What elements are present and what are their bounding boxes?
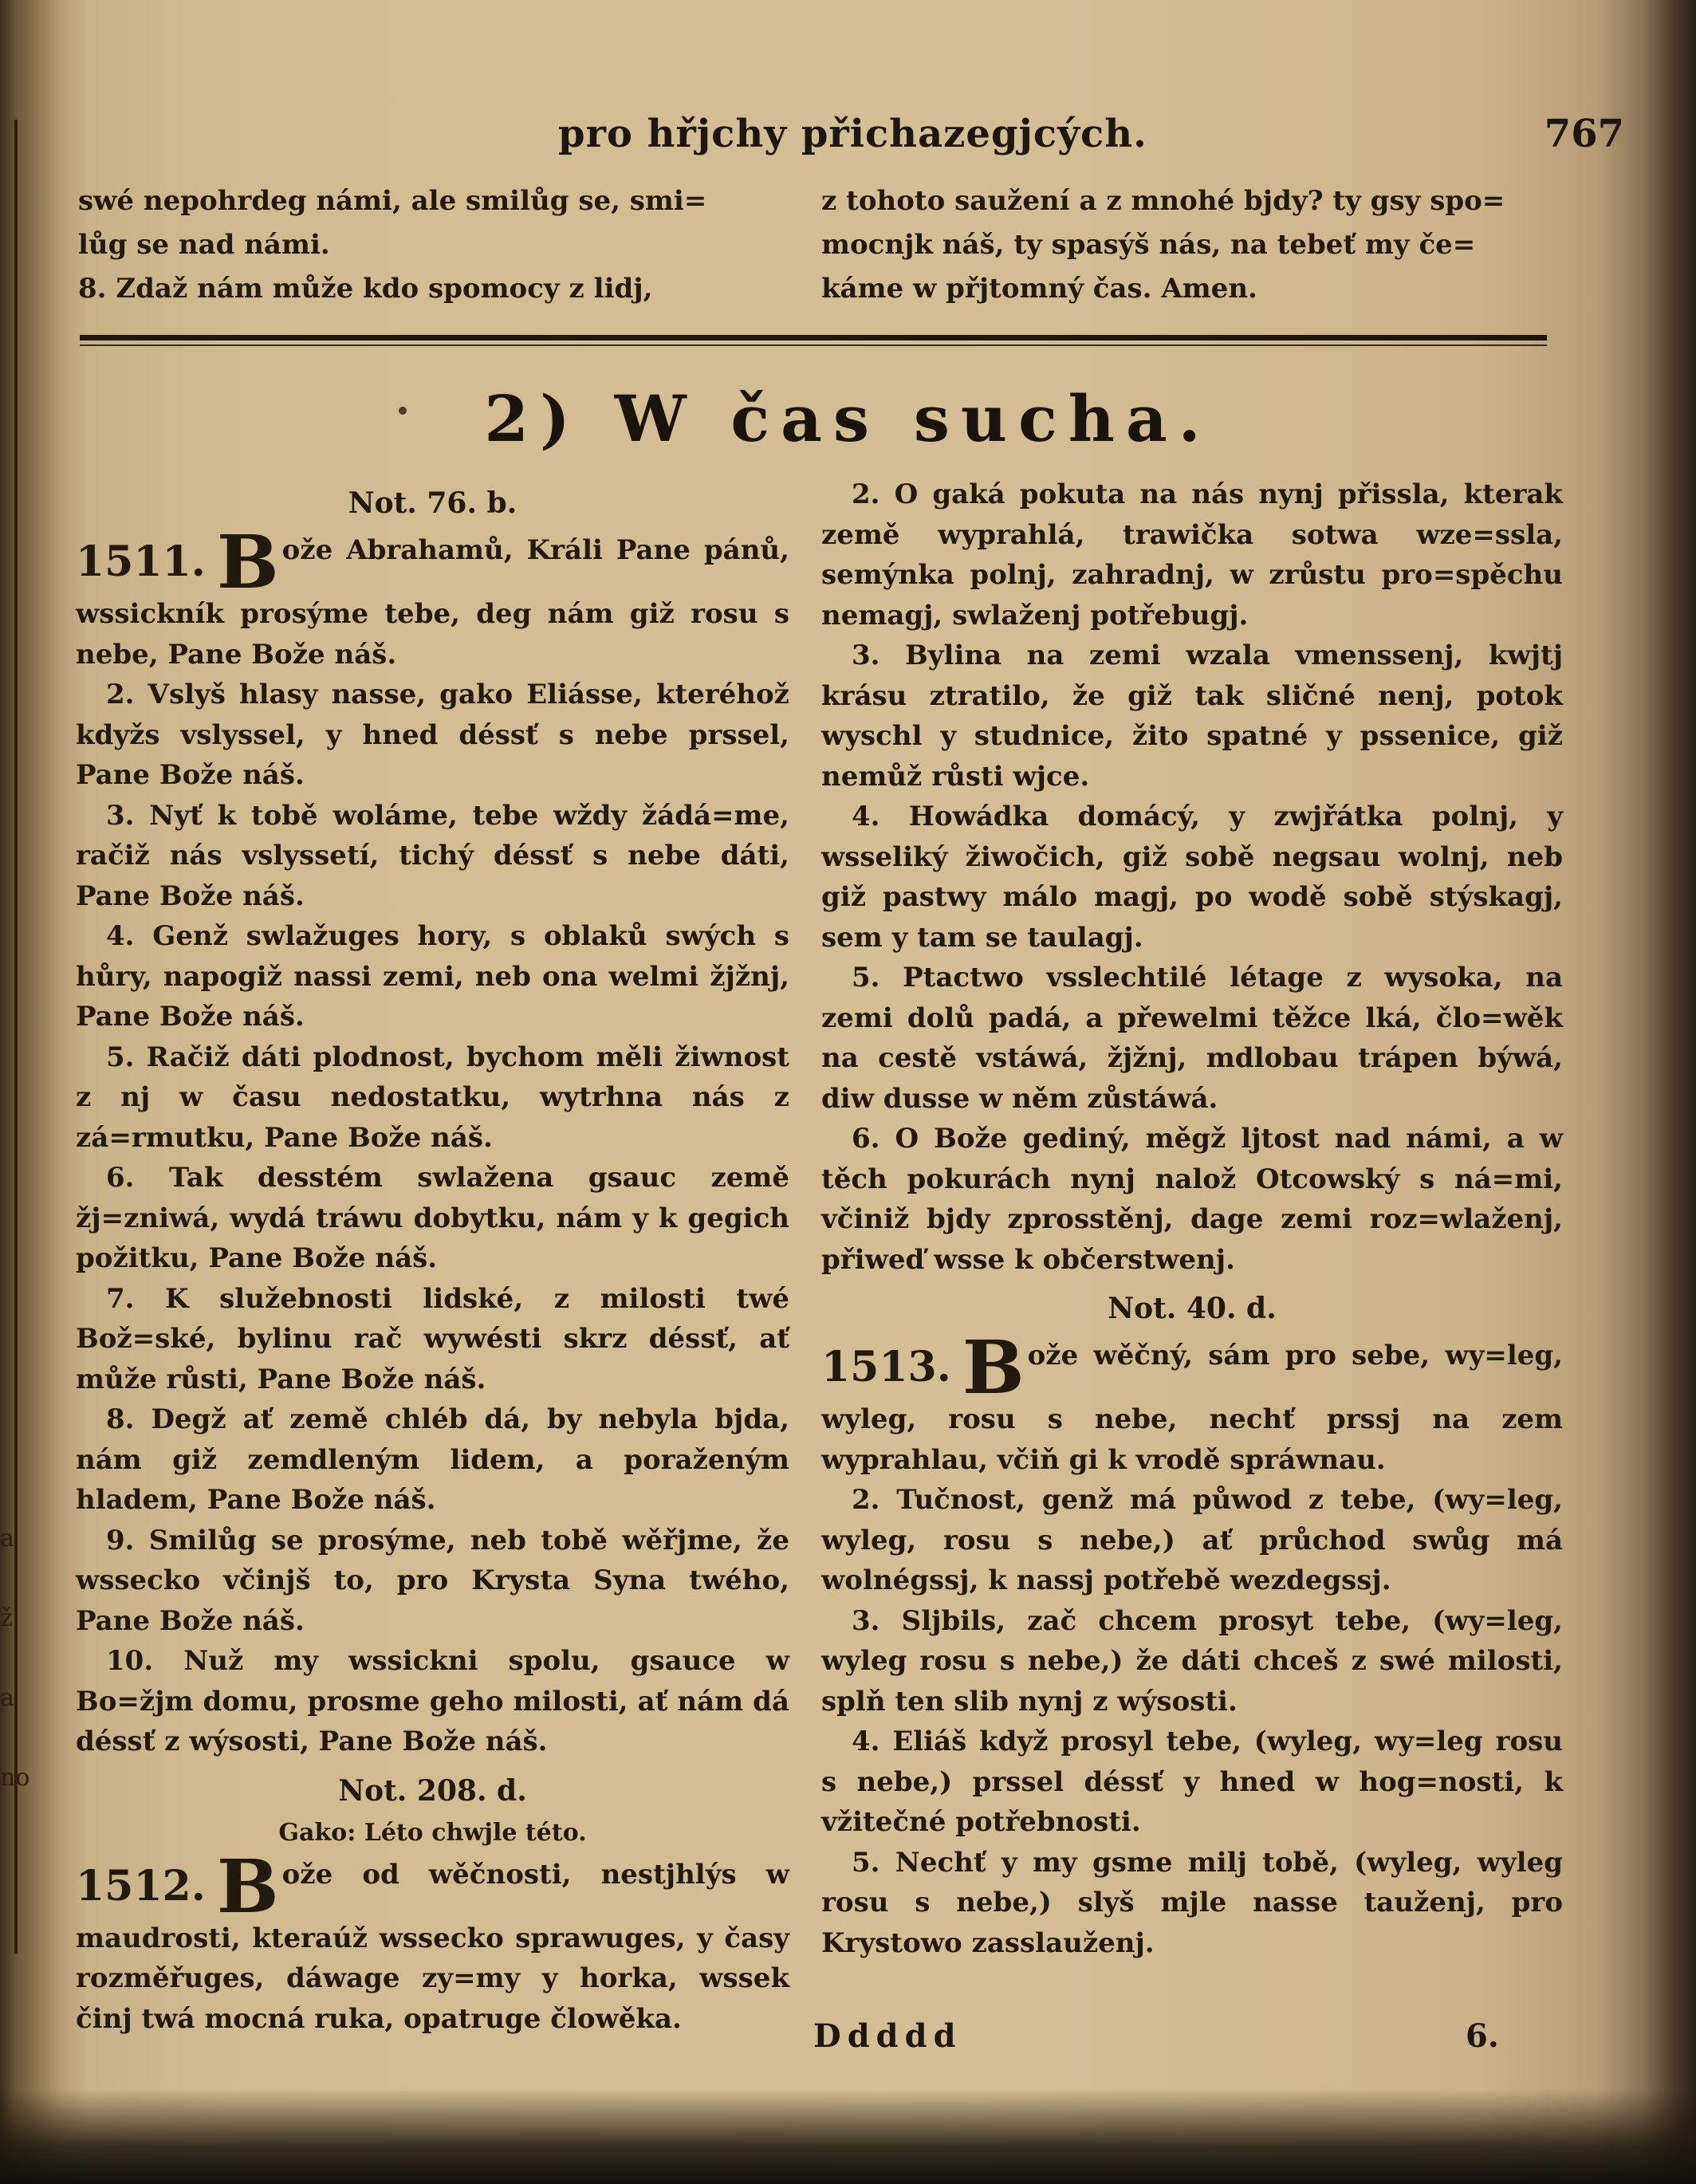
hymn-1513	[821, 1324, 1563, 1480]
text-line: mocnjk náš, ty spasýš nás, na tebeť my če=	[821, 229, 1476, 261]
drop-initial: B	[962, 1324, 1025, 1411]
text-line: z tohoto saužení a z mnohé bjdy? ty gsy spo=	[821, 185, 1505, 217]
melody-subnote: Gako: Léto chwjle této.	[278, 1818, 587, 1847]
verse: 6. O Bože gediný, měgž ljtost nad námi, a w těch pokurách nynj nalož Otcowský s ná=mi, včiniž bjdy zprosstěnj, dage zemi roz=wlaženj, přiweď wsse k občerstwenj.	[821, 1123, 1563, 1276]
edge-letter: a	[0, 1684, 14, 1712]
verse: 6. Tak desstém swlažena gsauc země žj=zniwá, wydá tráwu dobytku, nám y k gegich požitku, Pane Bože náš.	[76, 1162, 789, 1274]
edge-letter: ž	[0, 1604, 13, 1632]
hymn-first-verse: ože wěčný, sám pro sebe, wy=leg, wyleg, rosu s nebe, nechť prssj na zem wyprahlau, včiň gi k vrodě spráwnau.	[821, 1340, 1563, 1476]
verse: 4. Genž swlažuges hory, s oblaků swých s hůry, napogiž nassi zemi, neb ona welmi žjžnj, Pane Bože náš.	[76, 920, 789, 1033]
scan-shadow	[0, 2089, 1696, 2184]
adjacent-page-edge	[0, 1499, 76, 1818]
gathering-signature: 6.	[1466, 2017, 1499, 2055]
verse: 2. Tučnost, genž má půwod z tebe, (wy=leg, wyleg, rosu s nebe,) ať průchod swůg má wolnégssj, k nassj potřebě wezdegssj.	[821, 1484, 1563, 1596]
edge-letter: no	[0, 1764, 30, 1792]
running-head: pro hřjchy přichazegjcých.	[558, 112, 1147, 156]
section-rule	[80, 335, 1547, 340]
verse: 10. Nuž my wssickni spolu, gsauce w Bo=žjm domu, prosme geho milosti, ať nám dá déssť z wýsosti, Pane Bože náš.	[76, 1645, 789, 1757]
hymn-1511	[76, 519, 789, 675]
right-column	[821, 474, 1563, 1963]
verse: 2. Vslyš hlasy nasse, gako Eliásse, kteréhož kdyžs vslyssel, y hned déssť s nebe prssel, Pane Bože náš.	[76, 679, 789, 791]
text-line: lůg se nad námi.	[78, 229, 330, 261]
text-line: káme w přjtomný čas. Amen.	[821, 273, 1257, 305]
hymn-first-verse: ože Abrahamů, Králi Pane pánů, wssickník prosýme tebe, deg nám giž rosu s nebe, Pane Bože náš.	[76, 534, 789, 671]
hymn-first-verse: ože od wěčnosti, nestjhlýs w maudrosti, kteraúž wssecko sprawuges, y časy rozměřuges, dáwage zy=my y horka, wssek činj twá mocná ruka, opatruge člowěka.	[76, 1858, 789, 2035]
text-line: 8. Zdaž nám může kdo spomocy z lidj,	[78, 273, 653, 305]
hymn-number: 1513.	[821, 1343, 951, 1391]
melody-note: Not. 76. b.	[348, 486, 517, 520]
left-column	[76, 474, 789, 2039]
verse: 3. Nyť k tobě woláme, tebe wždy žádá=me, račiž nás vslyssetí, tichý déssť s nebe dáti, Pane Bože náš.	[76, 799, 789, 912]
top-left-continuation	[78, 179, 788, 311]
verse: 5. Nechť y my gsme milj tobě, (wyleg, wyleg rosu s nebe,) slyš mjle nasse tauženj, pro Krystowo zasslauženj.	[821, 1846, 1563, 1959]
verse: 7. K služebnosti lidské, z milosti twé Bož=ské, bylinu rač wywésti skrz déssť, ať může růsti, Pane Bože náš.	[76, 1282, 789, 1395]
verse: 9. Smilůg se prosýme, neb tobě wěřjme, že wssecko včinjš to, pro Krysta Syna twého, Pane Bože náš.	[76, 1524, 789, 1637]
verse: 3. Sljbils, zač chcem prosyt tebe, (wy=leg, wyleg rosu s nebe,) že dáti chceš z swé milosti, splň ten slib nynj z wýsosti.	[821, 1604, 1563, 1718]
verse: 5. Račiž dáti plodnost, bychom měli žiwnost z nj w času nedostatku, wytrhna nás z zá=rmutku, Pane Bože náš.	[76, 1041, 789, 1154]
verse: 2. O gaká pokuta na nás nynj přissla, kterak země wyprahlá, trawička sotwa wze=ssla, semýnka polnj, zahradnj, w zrůstu pro=spěchu nemagj, swlaženj potřebugj.	[821, 478, 1563, 632]
section-rule-thin	[80, 344, 1547, 346]
verse: 8. Degž ať země chléb dá, by nebyla bjda, nám giž zemdleným lidem, a poraženým hladem, Pane Bože náš.	[76, 1403, 789, 1516]
top-right-continuation	[821, 179, 1571, 311]
catchword-signature: Ddddd	[813, 2017, 962, 2055]
verse: 4. Eliáš když prosyl tebe, (wyleg, wy=leg rosu s nebe,) prssel déssť y hned w hog=nosti, k vžitečné potřebnosti.	[821, 1726, 1563, 1838]
verse: 3. Bylina na zemi wzala vmenssenj, kwjtj krásu ztratilo, že giž tak sličné nenj, potok wyschl y studnice, žito spatné y pssenice, giž nemůž růsti wjce.	[821, 639, 1563, 793]
verse: 4. Howádka domácý, y zwjřátka polnj, y wsseliký žiwočich, giž sobě negsau wolnj, neb giž pastwy málo magj, po wodě sobě stýskagj, sem y tam se taulagj.	[821, 801, 1563, 954]
text-line: swé nepohrdeg námi, ale smilůg se, smi=	[78, 185, 707, 217]
drop-initial: B	[216, 519, 279, 605]
page-number: 767	[1544, 112, 1624, 156]
page-header	[80, 112, 1648, 159]
hymn-number: 1511.	[76, 537, 206, 586]
hymn-1512	[76, 1843, 789, 2040]
drop-initial: B	[216, 1843, 279, 1930]
melody-note: Not. 40. d.	[1108, 1292, 1277, 1325]
section-title: 2) W čas sucha.	[484, 381, 1212, 456]
edge-letter: a	[0, 1525, 14, 1552]
verse: 5. Ptactwo vsslechtilé létage z wysoka, na zemi dolů padá, a přewelmi těžce lká, člo=wěk na cestě vstáwá, žjžnj, mdlobau trápen býwá, diw dusse w něm zůstáwá.	[821, 962, 1563, 1115]
melody-note: Not. 208. d.	[338, 1773, 527, 1808]
hymn-number: 1512.	[76, 1861, 206, 1911]
